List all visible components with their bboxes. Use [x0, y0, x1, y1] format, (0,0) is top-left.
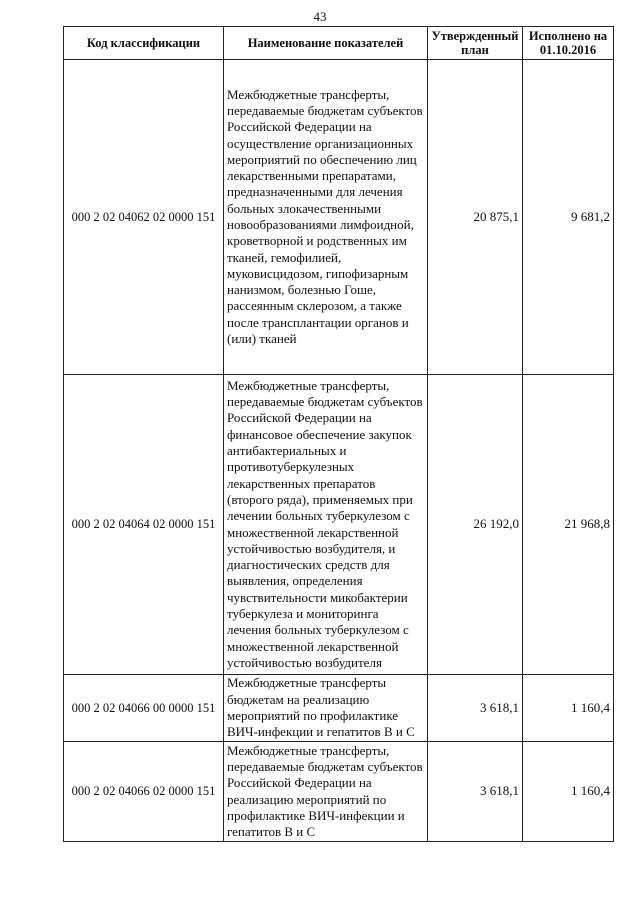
indicator-name: Межбюджетные трансферты, передаваемые бюджетам субъектов Российской Федерации на финансовое обеспечение закупок антибактериальных и противотуберкулезных лекарственных препаратов (второго ряда), применяемых при лечении больных туберкулезом с множественной лекарственной устойчивостью возбудителя, и диагностических средств для выявления, определения чувствительности микобактерии туберкулеза и мониторинга лечения больных туберкулезом с множественной лекарственной устойчивостью возбудителя	[224, 375, 428, 675]
indicator-name: Межбюджетные трансферты бюджетам на реализацию мероприятий по профилактике ВИЧ-инфекции и гепатитов В и С	[224, 675, 428, 742]
plan-value: 3 618,1	[428, 742, 523, 842]
executed-value: 1 160,4	[523, 675, 614, 742]
executed-value: 9 681,2	[523, 60, 614, 375]
executed-value: 21 968,8	[523, 375, 614, 675]
table-row	[64, 675, 614, 742]
indicator-name: Межбюджетные трансферты, передаваемые бюджетам субъектов Российской Федерации на осуществление организационных мероприятий по обеспечению лиц лекарственными препаратами, предназначенными для лечения больных злокачественными новообразованиями лимфоидной, кроветворной и родственных им тканей, гемофилией, муковисцидозом, гипофизарным нанизмом, болезнью Гоше, рассеянным склерозом, а также после трансплантации органов и (или) тканей	[224, 60, 428, 375]
plan-value: 20 875,1	[428, 60, 523, 375]
page-number: 43	[313, 9, 327, 24]
header-code: Код классификации	[64, 27, 224, 60]
budget-table	[63, 26, 614, 842]
plan-value: 26 192,0	[428, 375, 523, 675]
plan-value: 3 618,1	[428, 675, 523, 742]
classification-code: 000 2 02 04062 02 0000 151	[64, 60, 224, 375]
indicator-name: Межбюджетные трансферты, передаваемые бюджетам субъектов Российской Федерации на реализацию мероприятий по профилактике ВИЧ-инфекции и гепатитов В и С	[224, 742, 428, 842]
table-row	[64, 742, 614, 842]
header-plan: Утвержденный план	[428, 27, 523, 60]
table-header-row	[64, 27, 614, 60]
header-name: Наименование показателей	[224, 27, 428, 60]
table-row	[64, 375, 614, 675]
classification-code: 000 2 02 04066 00 0000 151	[64, 675, 224, 742]
classification-code: 000 2 02 04066 02 0000 151	[64, 742, 224, 842]
header-executed: Исполнено на 01.10.2016	[523, 27, 614, 60]
table-row	[64, 60, 614, 375]
executed-value: 1 160,4	[523, 742, 614, 842]
classification-code: 000 2 02 04064 02 0000 151	[64, 375, 224, 675]
